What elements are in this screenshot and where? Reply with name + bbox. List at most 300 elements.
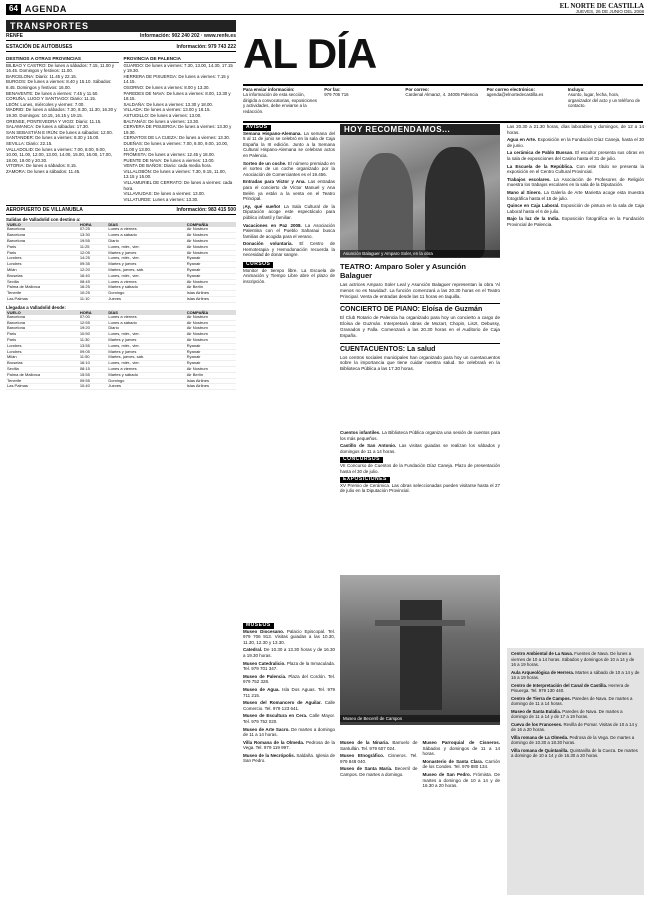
table-cell: Air Nostrum	[186, 315, 236, 320]
concursos-title: CONCURSOS	[340, 457, 383, 463]
exposiciones-title: EXPOSICIONES	[340, 477, 390, 483]
info-label: Por correo:	[405, 87, 430, 92]
actress-figure	[425, 147, 485, 258]
exhibition-item-lead: Agua en Arte.	[507, 137, 537, 143]
schedule-entry: PAREDES DE NAVA: De lunes a viernes: 8.00, 13.30 y 18.15.	[123, 90, 231, 102]
concierto-title: CONCIERTO DE PIANO: Eloísa de Guzmán	[340, 303, 500, 313]
column-header: VUELO	[6, 310, 79, 315]
center-item	[511, 722, 640, 733]
table-cell: Londres	[6, 349, 79, 355]
airport-title: AEROPUERTO DE VILLANUBLA	[6, 207, 83, 214]
schedule-entry: VENTA DE BAÑOS: Diario: cada media hora.	[123, 163, 212, 169]
table-cell: 07:00	[79, 315, 108, 320]
schedule-entry: OSORNO: De lunes a viernes: 8.00 y 13.30.	[123, 84, 210, 90]
table-cell: Martes y sábado	[107, 372, 185, 378]
table-cell: Air Nostrum	[186, 279, 236, 285]
table-cell: 16:25	[79, 285, 108, 291]
table-cell: Tenerife	[6, 291, 79, 297]
museo-item-lead: Museo de Agua.	[243, 686, 280, 692]
table-cell: 11:50	[79, 355, 108, 361]
table-cell: Barcelona	[6, 315, 79, 320]
bus-station-info: Información: 979 743 222	[176, 44, 236, 50]
center-item	[511, 683, 640, 694]
airport-info: Información: 983 415 500	[176, 207, 236, 214]
table-cell: Sevilla	[6, 279, 79, 285]
aviso-item	[243, 223, 335, 240]
museo-item	[243, 740, 335, 751]
museo-item	[243, 661, 335, 672]
museo-item-lead: Museo del Romancero de Aguilar.	[243, 700, 322, 706]
table-cell: 15:55	[79, 372, 108, 378]
museo-item-lead: Museo de Arte Sacro.	[243, 726, 290, 732]
museo-item-lead: Museo de Escultura en Cera.	[243, 713, 308, 719]
center-item	[511, 748, 640, 759]
misc-item	[340, 430, 500, 441]
table-row	[6, 297, 236, 303]
bus-schedule-col-1	[6, 54, 119, 202]
schedule-entry: ZAMORA: De lunes a sábados: 11.45.	[6, 168, 81, 174]
museo-item-text: De martes a domingo de 11 a 14 horas.	[243, 726, 335, 738]
table-cell: Lunes, miér., vier.	[107, 332, 185, 338]
schedule-entry: HERRERA DE PISUERGA: De lunes a viernes: 7.15 y 14.15.	[123, 73, 230, 85]
al-dia-title: AL DÍA	[243, 30, 377, 77]
exhibition-item-lead: Bajo la luz de la India.	[507, 216, 560, 222]
museum-photo	[340, 575, 500, 725]
table-cell: Islas Airlines	[186, 384, 236, 390]
center-item	[511, 709, 640, 720]
center-item	[511, 696, 640, 707]
table-cell: 19:55	[79, 239, 108, 245]
aviso-item	[243, 179, 335, 201]
table-cell: Lunes, miér., vier.	[107, 273, 185, 279]
center-item-lead: Centro de Interpretación del Canal de Castilla.	[511, 682, 608, 688]
bottom-museos	[340, 740, 500, 895]
renfe-info: Información: 902 240 202 · www.renfe.es	[140, 33, 236, 39]
transport-title: TRANSPORTES	[6, 20, 236, 32]
schedule-entry: SEVILLA: Diario: 22.15.	[6, 140, 53, 146]
table-cell: Martes, jueves, sáb.	[107, 355, 185, 361]
exhibition-item-text: Con este título se presenta la exposición en el Centro Cultural Provincial.	[507, 163, 644, 175]
table-cell: Jueves	[107, 384, 185, 390]
table-cell: Milán	[6, 268, 79, 274]
schedule-entry: ASTUDILLO: De lunes a viernes: 13.00.	[123, 112, 202, 118]
misc-item-text: La Biblioteca Pública organiza una sesión de cuentos para los más pequeños.	[340, 430, 500, 441]
table-cell: Air Nostrum	[186, 244, 236, 250]
table-cell: Barcelona	[6, 320, 79, 326]
table-cell: Barcelona	[6, 227, 79, 232]
museo-item	[243, 727, 335, 738]
table-cell: Martes y jueves	[107, 250, 185, 256]
table-cell: Air Nostrum	[186, 320, 236, 326]
table-cell: Milán	[6, 355, 79, 361]
info-label: Incluya:	[567, 87, 585, 92]
destinations-list	[6, 63, 119, 175]
schedule-entry: BENAVENTE: De lunes a viernes: 7.45 y 11.50.	[6, 90, 99, 96]
table-cell: Air Berlín	[186, 285, 236, 291]
table-cell: Palma de Mallorca	[6, 285, 79, 291]
table-cell: 11:25	[79, 244, 108, 250]
aviso-item-text: La semana del 5 al 11 de junio se celebró en la sala de Caja España la III edición. Junto a la Semana Cultural Hispano-Alemana se celebran actos en Palencia.	[243, 130, 335, 158]
exhibition-item	[507, 164, 644, 175]
table-cell: Air Nostrum	[186, 250, 236, 256]
table-cell: Jueves	[107, 297, 185, 303]
museos-title: MUSEOS	[243, 623, 274, 629]
museo-item-text: Sábados y domingos de 11 a 14 horas.	[422, 745, 500, 757]
table-cell: 16:40	[79, 273, 108, 279]
exhibition-item	[507, 177, 644, 188]
museo-item	[243, 687, 335, 698]
museo-item-lead: Museo Catedralicio.	[243, 660, 286, 666]
actress-figure	[358, 153, 413, 258]
exhibition-item	[507, 216, 644, 227]
museo-item-text: Plaza del Cordón. Tel. 979 752 328.	[243, 673, 335, 685]
info-box	[405, 87, 480, 114]
province-title: PROVINCIA DE PALENCIA	[124, 56, 237, 63]
table-cell: Lunes a viernes	[107, 227, 185, 232]
museo-item-lead: Museo de Palencia.	[243, 673, 287, 679]
center-item-text: Herrera de Pisuerga. Tel. 979 130 440.	[511, 682, 630, 693]
museo-item-text: Barruelo de Santullán. Tel. 979 607 024.	[340, 740, 418, 751]
table-cell: Londres	[6, 343, 79, 349]
info-text: Cardenal Almaraz, 4. 34005 Palencia	[405, 92, 478, 98]
table-cell: Martes, jueves, sáb.	[107, 268, 185, 274]
center-item-text: Paredes de Nava. De martes a domingo de 11 a 14 horas.	[511, 695, 633, 706]
table-cell: Paris	[6, 250, 79, 256]
museo-item-lead: Catedral.	[243, 647, 263, 653]
page-header	[6, 3, 644, 15]
info-text: Asunto, lugar, fecha, hora, organizador del acto y un teléfono de contacto.	[567, 92, 641, 109]
schedule-entry: DUEÑAS: De lunes a viernes: 7.00, 8.00, 9.00, 10.00, 11.00 y 13.00.	[123, 140, 229, 152]
schedule-entry: VILLATURDE: Lunes a viernes: 13.30.	[123, 196, 199, 202]
airport-header	[6, 205, 236, 215]
schedule-entry: FRÓMISTA: De lunes a viernes: 12.45 y 18.00.	[123, 152, 215, 158]
table-cell: Sevilla	[6, 366, 79, 372]
aviso-item-text: El número premiado en el sorteo de un coche organizado por la Asociación de Comerciantes es el 19.456.	[243, 160, 335, 177]
table-cell: 16:10	[79, 361, 108, 367]
exhibition-item-text: Exposición fotográfica en la Fundación Provincial de Palencia.	[507, 216, 644, 227]
table-cell: Martes y jueves	[107, 349, 185, 355]
table-cell: 12:20	[79, 268, 108, 274]
table-cell: 09:35	[79, 262, 108, 268]
schedule-entry: LEÓN: Lunes, miércoles y viernes: 7.00.	[6, 101, 85, 107]
museo-item	[243, 629, 335, 646]
avisos-title: AVISOS	[243, 125, 271, 131]
schedule-entry: VILLADA: De lunes a viernes: 13.00 y 18.15.	[123, 107, 211, 113]
page-number: 64	[6, 4, 21, 14]
table-cell: 11:30	[79, 337, 108, 343]
arrivals-table	[6, 310, 236, 390]
table-cell: Barcelona	[6, 233, 79, 239]
exhibition-item-text: La Asociación de Profesores de Religión muestra los trabajos escolares en la sala de la Diputación.	[507, 176, 644, 188]
table-cell: Paris	[6, 337, 79, 343]
column-header: COMPAÑÍA	[186, 310, 236, 315]
table-row	[6, 384, 236, 390]
museo-item-lead: Museo de la Ninaria.	[340, 740, 390, 745]
museo-item-lead: Monasterio de Santa Clara.	[422, 758, 484, 764]
mid-lower-column	[340, 430, 500, 570]
bus-schedules	[6, 54, 236, 202]
museo-item-text: De 10.30 a 13.30 horas y de 16.30 a 19.30 horas.	[243, 647, 335, 658]
table-cell: 11:10	[79, 297, 108, 303]
table-cell: Londres	[6, 256, 79, 262]
table-cell: 09:55	[79, 378, 108, 384]
table-cell: Air Nostrum	[186, 227, 236, 232]
schedule-entry: PUENTE DE NAVA: De lunes a viernes: 13.00.	[123, 157, 215, 163]
museo-item	[340, 740, 418, 751]
table-cell: 08:15	[79, 366, 108, 372]
info-text: 979 706 716	[324, 92, 349, 98]
schedule-entry: CERVATOS DE LA CUEZA: De lunes a viernes: 13.30.	[123, 135, 231, 141]
center-item-lead: Cueva de los Franceses.	[511, 721, 563, 727]
aviso-item	[243, 131, 335, 159]
table-cell: Londres	[6, 262, 79, 268]
table-cell: 13:30	[79, 233, 108, 239]
table-cell: Air Nostrum	[186, 239, 236, 245]
table-cell: Lunes a viernes	[107, 315, 185, 320]
table-cell: Ryanair	[186, 256, 236, 262]
column-header: DÍAS	[107, 222, 185, 227]
center-item-lead: Museo de Santa Eulalia.	[511, 708, 562, 714]
museo-item-text: Pedrosa de la Vega. Tel. 979 119 997.	[243, 739, 335, 751]
museo-item-lead: Museo de San Pedro.	[422, 771, 471, 777]
table-cell: Las Palmas	[6, 384, 79, 390]
table-cell: Martes y jueves	[107, 262, 185, 268]
exhibition-item-lead: La Escuela de la República.	[507, 163, 574, 169]
info-box	[243, 87, 318, 114]
aviso-item-lead: ¡Ay, qué sueño!	[243, 203, 281, 209]
table-cell: Air Nostrum	[186, 233, 236, 239]
schedule-entry: ORENSE, PONTEVEDRA Y VIGO: Diario: 11.15.	[6, 118, 102, 124]
schedule-entry: BARCELONA: Diario: 11.45 y 22.15.	[6, 73, 77, 79]
cursos-text: Monitor de tiempo libre. La Escuela de Animación y Tiempo Libre abre el plazo de inscripción.	[243, 267, 335, 284]
schedule-entry: MADRID: De lunes a sábados: 7.30, 8.30, 11.30, 16.30 y 19.30. Domingos: 10.15, 16.15 y 19.15.	[6, 107, 117, 118]
museo-item-text: Plaza de la Inmaculada. Tel. 979 701 347.	[243, 660, 335, 672]
table-cell: Lunes a sábado	[107, 320, 185, 326]
table-cell: 13:55	[79, 343, 108, 349]
center-item-text: Fuentes de Nava. De lunes a viernes de 10 a 14 horas. Sábados y domingos de 10 a 14 y de 16 a 19 horas.	[511, 651, 635, 667]
table-cell: Diario	[107, 239, 185, 245]
table-cell: Lunes a viernes	[107, 366, 185, 372]
renfe-row	[6, 32, 236, 41]
table-cell: Ryanair	[186, 349, 236, 355]
misc-item-text: Las visitas guiadas se realizan los sábados y domingos de 11 a 14 horas.	[340, 443, 500, 454]
column-header: HORA	[79, 310, 108, 315]
info-strip	[243, 87, 643, 114]
table-cell: Diario	[107, 326, 185, 332]
table-cell: 12:55	[79, 320, 108, 326]
exhibition-item	[507, 203, 644, 214]
exhibition-item-text: Exposición en la Fundación Díaz Caneja, hasta el 30 de junio.	[507, 137, 644, 148]
table-cell: Tenerife	[6, 378, 79, 384]
schedule-entry: CERVERA DE PISUERGA: De lunes a viernes: 13.30 y 19.30.	[123, 124, 232, 135]
museo-item	[243, 700, 335, 711]
issue-date: JUEVES, 26 DE JUNIO DEL 2008	[575, 8, 644, 14]
museo-item-lead: Museo Diocesano.	[243, 628, 285, 634]
info-box	[568, 87, 643, 114]
center-item-text: Pedrosa de la Vega. De martes a domingo de 10.30 a 18.30 horas.	[511, 734, 635, 745]
info-box	[487, 87, 562, 114]
cursos-title: CURSOS	[243, 262, 273, 268]
info-text: agenda@elnortedecastilla.es	[486, 92, 544, 98]
schedule-entry: BILBAO Y CASTRO: De lunes a sábados: 7.15, 11.00 y 16.45. Domingos y festivos: 11.00.	[6, 62, 115, 74]
schedule-entry: GUARDO: De lunes a viernes: 7.30, 13.00, 14.30, 17.15 y 19.30.	[123, 62, 233, 74]
exhibition-item	[507, 137, 644, 148]
museo-item-lead: Museo de Santa María.	[340, 766, 393, 772]
divider	[243, 121, 643, 123]
schedule-entry: VILLAVIUDAS: De lunes a viernes: 13.00.	[123, 191, 205, 197]
table-cell: Islas Airlines	[186, 297, 236, 303]
museo-item-text: Carrión de los Condes. Tel. 979 880 134.	[422, 758, 500, 770]
info-label: Para enviar información:	[243, 87, 295, 92]
center-item	[511, 670, 640, 681]
column-header: HORA	[79, 222, 108, 227]
renfe-label: RENFE	[6, 33, 23, 39]
museos-list	[243, 629, 335, 764]
newspaper-name: EL NORTE DE CASTILLA	[559, 1, 644, 10]
concierto-text: El Club Rotario de Palencia ha organizado para hoy un concierto a cargo de Eloísa de Guzmán. Interpretará obras de Mozart, Chopin, Liszt, Debussy, Granados y Falla. Comenzará a las 20.30 horas en el Auditorio de Caja España.	[340, 315, 500, 338]
center-item-lead: Aula Arqueológica de Herrera.	[511, 669, 575, 675]
beam-shape	[375, 620, 465, 626]
recommendations	[340, 262, 500, 372]
table-cell: 12:05	[79, 250, 108, 256]
info-label: Por fax:	[324, 87, 341, 92]
museo-item	[423, 772, 501, 789]
tower-shape	[400, 600, 442, 710]
center-item-text: Revilla de Pomar. Visitas de 10 a 14 y de 16 a 20 horas.	[511, 721, 638, 732]
schedule-entry: BALTANÁS: De lunes a viernes: 13.30.	[123, 118, 200, 124]
divider	[243, 84, 643, 86]
museo-item-lead: Museo de la Necrópolis.	[243, 752, 295, 758]
column-header: COMPAÑÍA	[186, 222, 236, 227]
exhibition-item-text: Exposición de pintura en la sala de Caja Laboral hasta el 6 de julio.	[507, 203, 644, 214]
exhibition-item-lead: Quince en Caja Laboral.	[507, 203, 560, 209]
misc-item-lead: Cuentos infantiles.	[340, 430, 381, 435]
table-cell: Lunes, miér., vier.	[107, 361, 185, 367]
museo-item	[423, 740, 501, 757]
museo-item-text: Cisneros. Tel. 979 848 040.	[340, 753, 418, 764]
right-column	[507, 124, 644, 644]
museos-column	[243, 622, 335, 895]
misc-items	[340, 430, 500, 454]
info-text: La información de esta sección, dirigida a convocatorias, exposiciones y actividades, debe enviarse a la redacción.	[243, 92, 317, 114]
center-item	[511, 735, 640, 746]
departures-table	[6, 222, 236, 302]
table-cell: Domingo	[107, 378, 185, 384]
table-cell: Lunes a viernes	[107, 279, 185, 285]
museo-item-lead: Museo Parroquial de Cisneros.	[422, 740, 500, 745]
museo-item	[340, 753, 418, 764]
table-cell: Air Nostrum	[186, 332, 236, 338]
museo-item	[243, 674, 335, 685]
center-item-text: Quintanilla de la Cueza. De martes a domingo de 10 a 14 y de 16.30 a 20 horas.	[511, 747, 638, 758]
aviso-item-lead: Sorteo de un coche.	[243, 160, 287, 166]
exposiciones-text: XV Premio de Cerámica. Las obras seleccionadas pueden visitarse hasta el 27 de julio en la Diputación Provincial.	[340, 482, 500, 494]
schedule-entry: SAN SEBASTIÁN E IRÚN: De lunes a sábados: 12.00.	[6, 129, 113, 135]
bus-schedule-col-2	[124, 54, 237, 202]
schedule-entry: VILLAMURIEL DE CERRATO: De lunes a viernes: cada hora.	[123, 180, 233, 191]
table-cell: Palma de Mallorca	[6, 372, 79, 378]
table-cell: Domingo	[107, 291, 185, 297]
center-item-text: Martes a sábado de 10 a 14 y de 16 a 19 horas.	[511, 669, 640, 680]
table-cell: 07:25	[79, 227, 108, 232]
museo-item-text: Palacio Episcopal. Tel. 979 706 913. Visitas guiadas a las 10.30, 11.30, 12.30 y 13.30.	[243, 628, 335, 645]
table-cell: 10:40	[79, 384, 108, 390]
table-cell: Martes y jueves	[107, 337, 185, 343]
theatre-photo	[340, 135, 500, 258]
table-cell: Air Berlín	[186, 372, 236, 378]
section-title: AGENDA	[24, 3, 67, 14]
table-cell: Barcelona	[6, 326, 79, 332]
center-item	[511, 651, 640, 668]
schedule-entry: VILLALOBÓN: De lunes a viernes: 7.30, 9.15, 11.00, 13.15 y 15.00.	[123, 168, 226, 180]
aviso-item-lead: Semana Hispano-Alemana.	[243, 130, 302, 136]
museo-item-text: Saldaña. Iglesia de San Pedro.	[243, 752, 335, 764]
table-cell: 14:25	[79, 256, 108, 262]
table-cell: Ryanair	[186, 343, 236, 349]
table-cell: Air Nostrum	[186, 337, 236, 343]
exhibition-item-lead: La cerámica de Pablo Bussan.	[507, 150, 574, 156]
museo-item-lead: Museo Etnográfico.	[340, 753, 385, 759]
aviso-item	[243, 241, 335, 258]
table-cell: Ryanair	[186, 361, 236, 367]
center-item-lead: Villa romana de La Olmeda.	[511, 734, 569, 740]
bus-station-row	[6, 43, 236, 52]
departures-title: Salidas de Valladolid con destino a:	[6, 217, 81, 223]
table-cell: Air Nostrum	[186, 366, 236, 372]
schedule-entry: VALLADOLID: De lunes a viernes: 7.00, 8.00, 9.00, 10.00, 11.00, 12.00, 13.00, 14.00, 15.00, 16.00, 17.00, 18.00, 19.00 y 20.30.	[6, 146, 112, 163]
aviso-item-text: El Centro de Hemoterapia y Hemodonación recuerda la necesidad de donar sangre.	[243, 241, 335, 258]
schedule-entry: SALDAÑA: De lunes a viernes: 13.30 y 18.00.	[123, 101, 214, 107]
schedule-entry: SALAMANCA: De lunes a sábados: 17.30.	[6, 124, 89, 130]
museo-item-lead: Villa Romana de la Olmeda.	[243, 739, 305, 745]
table-cell: Barcelona	[6, 239, 79, 245]
exhibition-item-text: El escultor presenta sus obras en la sala de exposiciones del Casino hasta el 31 de julio.	[507, 150, 644, 161]
table-cell: Ryanair	[186, 262, 236, 268]
aviso-item-text: La Asociación Palentina con el Pueblo Saharaui busca familias de acogida para el verano.	[243, 222, 335, 239]
centers-box	[507, 648, 644, 895]
avisos-column	[243, 124, 335, 619]
teatro-text: Las actrices Amparo Soler Leal y Asunción Balaguer representan la obra 'Al menos no es Navidad'. La función comenzará a las 20.30 horas en el Teatro Principal. Venta de entradas desde las 11 horas en taquilla.	[340, 282, 500, 299]
museo-item	[423, 759, 501, 770]
destinations-title: DESTINOS A OTRAS PROVINCIAS	[6, 56, 119, 63]
museum-photo-caption: Museo de Becerril de Campos	[340, 715, 500, 722]
center-item-lead: Villa romana de Quintanilla.	[511, 747, 569, 753]
info-box	[324, 87, 399, 114]
concursos-text: VII Concurso de Cuentos de la Fundación Díaz Caneja. Plazo de presentación hasta el 30 de julio.	[340, 462, 500, 474]
intro-text: Las 20.30 a 21.30 horas, días laborables y domingos, de 12 a 14 horas.	[507, 124, 644, 135]
exhibition-item	[507, 150, 644, 161]
table-cell: Ryanair	[186, 268, 236, 274]
aviso-item-text: Las entradas para el concierto de Víctor Manuel y Ana Belén ya están a la venta en el Teatro Principal.	[243, 179, 335, 202]
schedule-entry: SANTANDER: De lunes a viernes: 8.30 y 15.00.	[6, 135, 100, 141]
table-cell: 10:50	[79, 332, 108, 338]
aviso-item-text: La Sala Cultural de la Diputación acoge este espectáculo para público infantil y familiar.	[243, 203, 335, 220]
column-header: VUELO	[6, 222, 79, 227]
center-item-text: Paredes de Nava. De martes a domingo de 11 a 14 y de 17 a 19 horas.	[511, 708, 623, 719]
museo-item	[243, 647, 335, 658]
museo-item	[243, 753, 335, 764]
table-cell: Ryanair	[186, 273, 236, 279]
museo-item-text: Calle Comercio. Tel. 979 123 641.	[243, 700, 335, 711]
table-cell: Air Nostrum	[186, 326, 236, 332]
table-cell: Lunes a sábado	[107, 233, 185, 239]
aviso-item-lead: Donación voluntaria.	[243, 241, 293, 247]
table-cell: 10:25	[79, 291, 108, 297]
bus-station-label: ESTACIÓN DE AUTOBUSES	[6, 44, 73, 50]
aviso-item	[243, 204, 335, 221]
schedule-entry: BURGOS: De lunes a viernes: 8.40 y 15.10. Sábados: 8.45. Domingos y festivos: 16.00.	[6, 79, 112, 90]
museo-item-text: Calle Mayor. Tel. 979 752 020.	[243, 713, 335, 724]
